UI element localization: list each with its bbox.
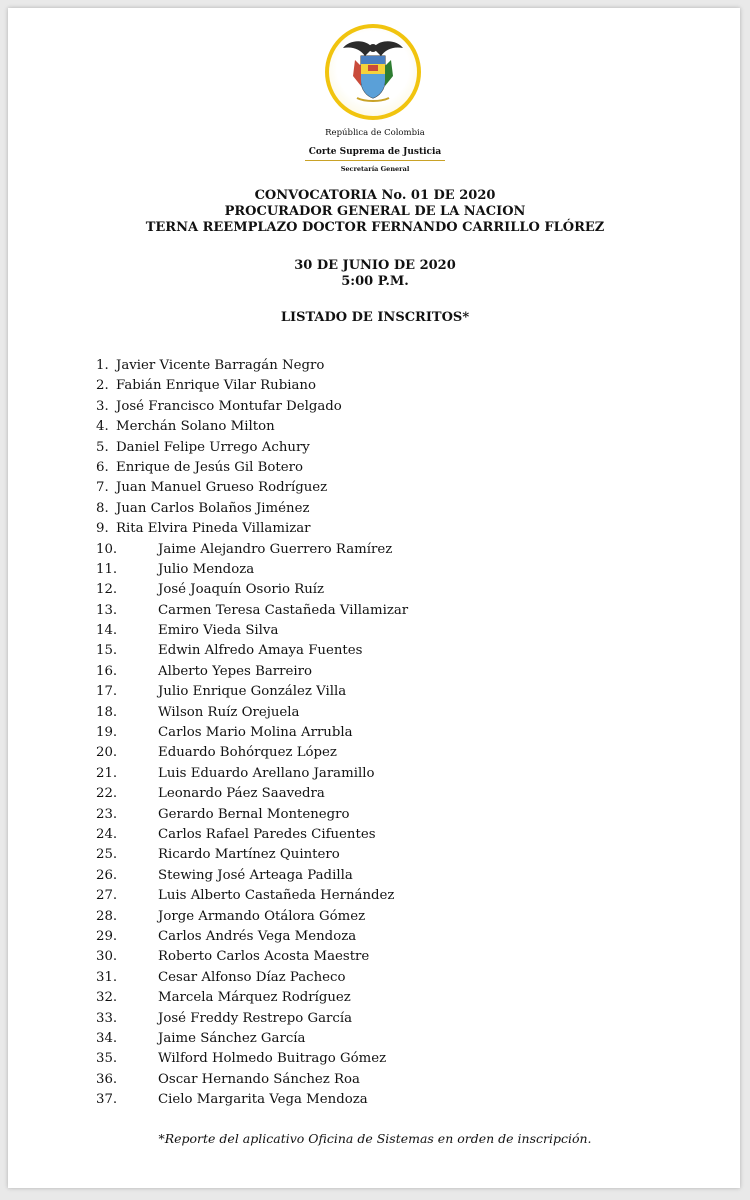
list-item <box>96 376 696 396</box>
list-item <box>96 907 696 927</box>
list-item <box>96 927 696 947</box>
list-item <box>96 764 696 784</box>
item-number: 4. <box>96 419 109 435</box>
registrants-list <box>96 356 696 1110</box>
registrant-name: Jaime Sánchez García <box>158 1030 306 1046</box>
item-number: 29. <box>96 928 118 944</box>
item-number: 16. <box>96 663 118 679</box>
court-name: Corte Suprema de Justicia <box>305 146 446 161</box>
shortlist-title: TERNA REEMPLAZO DOCTOR FERNANDO CARRILLO FLÓREZ <box>145 220 605 235</box>
item-number: 21. <box>96 765 118 781</box>
list-item <box>96 845 696 865</box>
list-item <box>96 1090 696 1110</box>
registrant-name: Emiro Vieda Silva <box>158 623 279 639</box>
item-number: 9. <box>96 521 109 537</box>
item-number: 3. <box>96 398 109 414</box>
registrant-name: Luis Eduardo Arellano Jaramillo <box>158 765 375 781</box>
institution-block <box>275 128 475 175</box>
list-item <box>96 988 696 1008</box>
registrant-name: Leonardo Páez Saavedra <box>158 786 325 802</box>
registrant-name: Juan Manuel Grueso Rodríguez <box>116 480 328 496</box>
list-item <box>96 601 696 621</box>
registrant-name: Cesar Alfonso Díaz Pacheco <box>158 969 346 985</box>
item-number: 17. <box>96 684 118 700</box>
item-number: 25. <box>96 847 118 863</box>
list-item <box>96 519 696 539</box>
list-item <box>96 703 696 723</box>
registrant-name: Carmen Teresa Castañeda Villamizar <box>158 602 409 618</box>
item-number: 35. <box>96 1051 118 1067</box>
item-number: 20. <box>96 745 118 761</box>
list-item <box>96 397 696 417</box>
registrant-name: Rita Elvira Pineda Villamizar <box>116 521 311 537</box>
registrant-name: Merchán Solano Milton <box>116 419 275 435</box>
list-item <box>96 438 696 458</box>
registrant-name: Jorge Armando Otálora Gómez <box>158 908 366 924</box>
item-number: 14. <box>96 623 118 639</box>
item-number: 10. <box>96 541 118 557</box>
item-number: 31. <box>96 969 118 985</box>
list-item <box>96 499 696 519</box>
item-number: 13. <box>96 602 118 618</box>
registrant-name: Jaime Alejandro Guerrero Ramírez <box>158 541 393 557</box>
list-item <box>96 458 696 478</box>
item-number: 36. <box>96 1071 118 1087</box>
list-item <box>96 641 696 661</box>
registrant-name: José Freddy Restrepo García <box>158 1010 353 1026</box>
item-number: 18. <box>96 704 118 720</box>
item-number: 11. <box>96 561 118 577</box>
list-item <box>96 356 696 376</box>
list-item <box>96 1070 696 1090</box>
list-item <box>96 478 696 498</box>
registrant-name: Marcela Márquez Rodríguez <box>158 990 351 1006</box>
list-item <box>96 947 696 967</box>
office-title: PROCURADOR GENERAL DE LA NACION <box>224 204 526 219</box>
registrant-name: Wilson Ruíz Orejuela <box>158 704 300 720</box>
republic-label: República de Colombia <box>325 128 425 138</box>
item-number: 1. <box>96 358 109 373</box>
footnote: *Reporte del aplicativo Oficina de Sistemas en orden de inscripción. <box>158 1131 592 1146</box>
item-number: 7. <box>96 480 109 496</box>
list-item <box>96 682 696 702</box>
item-number: 8. <box>96 500 109 516</box>
list-item <box>96 743 696 763</box>
registrant-name: Oscar Hernando Sánchez Roa <box>158 1071 360 1087</box>
call-title: CONVOCATORIA No. 01 DE 2020 <box>254 188 496 203</box>
registrant-name: Eduardo Bohórquez López <box>158 745 337 761</box>
item-number: 37. <box>96 1092 118 1108</box>
list-item <box>96 540 696 560</box>
item-number: 27. <box>96 888 118 904</box>
registrant-name: Wilford Holmedo Buitrago Gómez <box>158 1051 387 1067</box>
list-item <box>96 805 696 825</box>
item-number: 32. <box>96 990 118 1006</box>
list-item <box>96 621 696 641</box>
list-item <box>96 968 696 988</box>
registrant-name: Alberto Yepes Barreiro <box>158 663 312 679</box>
item-number: 19. <box>96 725 118 741</box>
court-seal <box>325 24 425 124</box>
item-number: 12. <box>96 582 118 598</box>
report-time: 5:00 P.M. <box>341 274 409 289</box>
list-title: LISTADO DE INSCRITOS* <box>280 310 470 325</box>
registrant-name: Carlos Andrés Vega Mendoza <box>158 928 357 944</box>
item-number: 34. <box>96 1030 118 1046</box>
list-item <box>96 580 696 600</box>
item-number: 33. <box>96 1010 118 1026</box>
registrant-name: Enrique de Jesús Gil Botero <box>116 459 304 475</box>
list-item <box>96 784 696 804</box>
registrant-name: Daniel Felipe Urrego Achury <box>116 439 310 455</box>
list-item <box>96 886 696 906</box>
registrant-name: Cielo Margarita Vega Mendoza <box>158 1092 368 1108</box>
list-item <box>96 825 696 845</box>
item-number: 5. <box>96 439 109 455</box>
registrant-name: Fabián Enrique Vilar Rubiano <box>116 378 317 394</box>
item-number: 2. <box>96 378 109 394</box>
registrant-name: Julio Mendoza <box>158 561 255 577</box>
list-item <box>96 1009 696 1029</box>
item-number: 15. <box>96 643 118 659</box>
item-number: 23. <box>96 806 118 822</box>
item-number: 26. <box>96 867 118 883</box>
coat-of-arms-icon <box>339 36 407 108</box>
list-item <box>96 417 696 437</box>
registrant-name: Carlos Mario Molina Arrubla <box>158 725 353 741</box>
registrant-name: José Francisco Montufar Delgado <box>116 398 342 414</box>
item-number: 28. <box>96 908 118 924</box>
registrant-name: Roberto Carlos Acosta Maestre <box>158 949 370 965</box>
list-item <box>96 1049 696 1069</box>
registrant-name: Carlos Rafael Paredes Cifuentes <box>158 826 376 842</box>
registrant-name: Ricardo Martínez Quintero <box>158 847 340 863</box>
list-item <box>96 560 696 580</box>
registrant-name: Julio Enrique González Villa <box>158 684 347 700</box>
item-number: 24. <box>96 826 118 842</box>
item-number: 6. <box>96 459 109 475</box>
list-item <box>96 662 696 682</box>
registrant-name: Stewing José Arteaga Padilla <box>158 867 353 883</box>
registrant-name: Edwin Alfredo Amaya Fuentes <box>158 643 363 659</box>
list-item <box>96 723 696 743</box>
item-number: 30. <box>96 949 118 965</box>
report-date: 30 DE JUNIO DE 2020 <box>294 258 456 273</box>
registrant-name: José Joaquín Osorio Ruíz <box>158 582 325 598</box>
registrant-name: Luis Alberto Castañeda Hernández <box>158 888 395 904</box>
secretariat-label: Secretaría General <box>340 165 410 173</box>
item-number: 22. <box>96 786 118 802</box>
list-item <box>96 866 696 886</box>
registrant-name: Gerardo Bernal Montenegro <box>158 806 350 822</box>
registrant-name: Javier Vicente Barragán Negro <box>116 358 325 373</box>
registrant-name: Juan Carlos Bolaños Jiménez <box>116 500 310 516</box>
list-item <box>96 1029 696 1049</box>
